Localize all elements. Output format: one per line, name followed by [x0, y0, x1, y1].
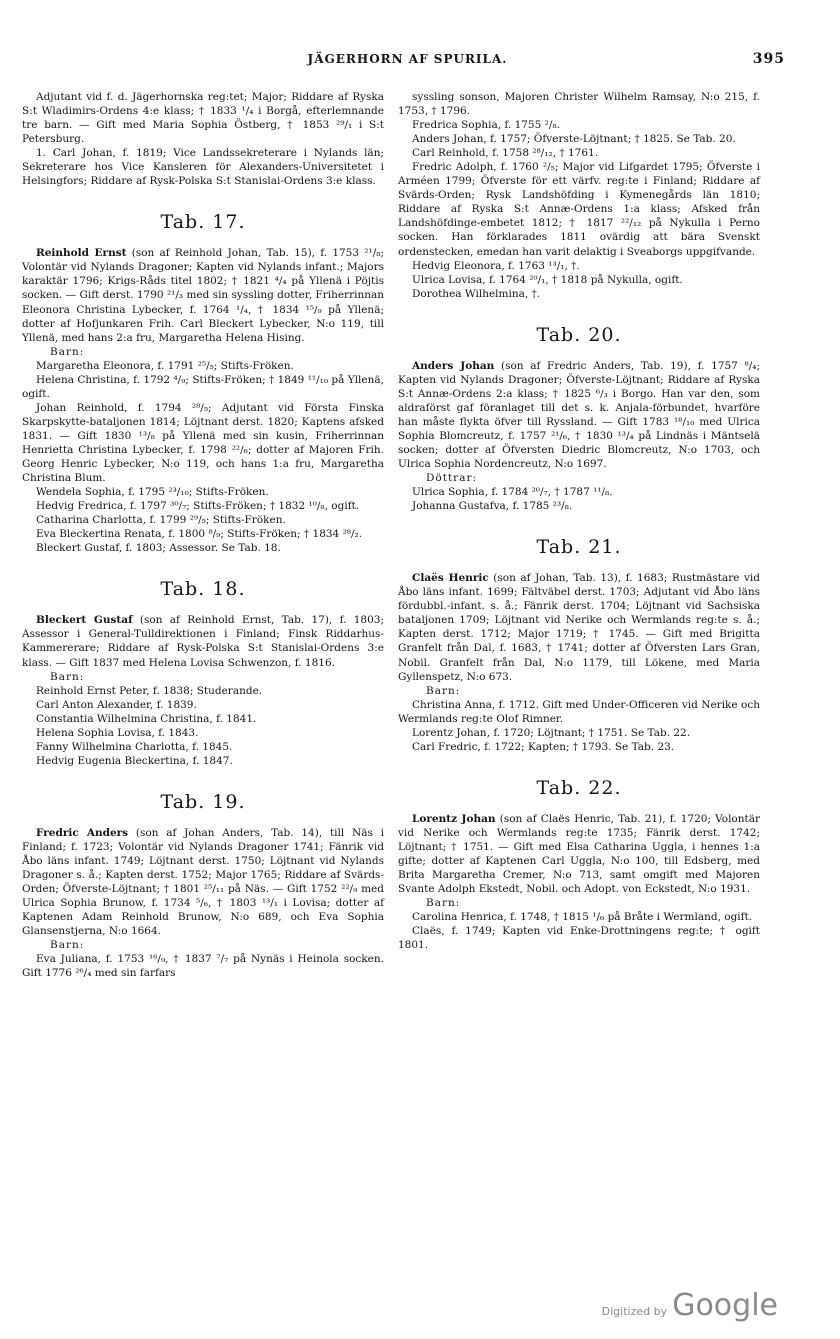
entry-text: Carl Reinhold, f. 1758 ²⁸/₁₂, † 1761.: [412, 147, 599, 160]
child-entry: [22, 754, 384, 768]
genealogy-paragraph: [22, 826, 384, 938]
person-name: Anders Johan: [412, 359, 495, 372]
child-entry: [22, 499, 384, 513]
entry-text: Carolina Henrica, f. 1748, † 1815 ¹/₆ på Bråte i Wermland, ogift.: [412, 911, 753, 924]
page-number: 395: [752, 51, 785, 67]
running-title: JÄGERHORN AF SPURILA.: [307, 52, 508, 66]
child-entry: [22, 684, 384, 698]
person-name: Claës Henric: [412, 572, 489, 585]
child-entry: [398, 485, 760, 499]
entry-text: Lorentz Johan, f. 1720; Löjtnant; † 1751. Se Tab. 22.: [412, 726, 691, 739]
genealogy-paragraph: [22, 146, 384, 188]
child-entry: [22, 712, 384, 726]
entry-text: Christina Anna, f. 1712. Gift med Under-Officeren vid Nerike och Wermlands reg:te Olof Rimner.: [398, 698, 760, 725]
entry-text: Johanna Gustafva, f. 1785 ²³/₈.: [412, 500, 573, 513]
entry-text: Hedvig Fredrica, f. 1797 ³⁰/₇; Stifts-Fröken; † 1832 ¹⁰/₈, ogift.: [36, 500, 360, 513]
entry-text: Ulrica Sophia, f. 1784 ²⁰/₇, † 1787 ¹¹/₈.: [412, 486, 613, 499]
entry-text: (son af Reinhold Ernst, Tab. 17), f. 1803; Assessor i General-Tulldirektionen i Finland; Finsk Riddarhus-Kammererare; Riddare af Rysk-Polska S:t Stanislai-Ordens 3:e klass. — Gift 1837 med Helena Lovisa Schwenzon, f. 1816.: [22, 614, 384, 669]
child-entry: [22, 740, 384, 754]
children-label: Barn:: [50, 670, 85, 683]
entry-text: Ulrica Lovisa, f. 1764 ²⁰/₁, † 1818 på Nykulla, ogift.: [412, 273, 683, 286]
entry-text: (son af Claës Henric, Tab. 21), f. 1720; Volontär vid Nerike och Wermlands reg:te 1735; Fänrik derst. 1742; Löjtnant; † 1751. — Gift med Elsa Catharina Uggla, i hennes 1:a gifte; dotter af Kaptenen Carl Uggla, N:o 100, till Edsberg, med Brita Margaretha Cremer, N:o 713, samt omgift med Majoren Svante Adolph Ekstedt, Nobil. och Adopt. von Eckstedt, N:o 1931.: [398, 812, 761, 896]
child-entry: [398, 726, 760, 740]
entry-text: Reinhold Ernst Peter, f. 1838; Studerande.: [36, 684, 263, 697]
entry-text: Dorothea Wilhelmina, †.: [412, 287, 541, 300]
entry-text: Carl Anton Alexander, f. 1839.: [36, 698, 197, 711]
entry-text: Carl Fredric, f. 1722; Kapten; † 1793. Se Tab. 23.: [412, 740, 675, 753]
entry-text: Claës, f. 1749; Kapten vid Enke-Drottningens reg:te; † ogift 1801.: [398, 925, 760, 952]
child-entry: [22, 359, 384, 373]
tab-heading: Tab. 17.: [160, 211, 246, 234]
genealogy-paragraph: [398, 90, 760, 118]
entry-text: Eva Bleckertina Renata, f. 1800 ⁸/₉; Stifts-Fröken; † 1834 ²⁸/₂.: [36, 528, 363, 541]
genealogy-paragraph: [22, 613, 384, 669]
entry-text: Hedvig Eugenia Bleckertina, f. 1847.: [36, 754, 233, 767]
child-entry: [22, 726, 384, 740]
entry-text: Wendela Sophia, f. 1795 ²³/₁₀; Stifts-Fröken.: [36, 486, 269, 499]
entry-text: Fanny Wilhelmina Charlotta, f. 1845.: [36, 740, 233, 753]
child-entry: [398, 259, 760, 273]
entry-text: (son af Reinhold Johan, Tab. 15), f. 1753 ²¹/₈; Volontär vid Nylands Dragoner; Kapten vid Nylands infant.; Majors karaktär 1796; Krigs-Råds titel 1802; † 1821 ⁴/₄ på Yllenä i Pöjtis socken. — Gift derst. 1790 ²¹/₃ med sin syssling dotter, Friherrinnan Eleonora Christina Lybecker, f. 1764 ¹/₄, † 1834 ¹⁵/₉ på Yllenä; dotter af Hofjunkaren Frih. Carl Bleckert Lybecker, N:o 119, till Yllenä, med hans 2:a fru, Margaretha Helena Hising.: [22, 247, 384, 344]
page-header: [30, 52, 785, 72]
entry-text: (son af Johan Anders, Tab. 14), till Näs i Finland; f. 1723; Volontär vid Nylands Dragoner 1741; Fänrik vid Åbo läns infant. 1749; Löjtnant derst. 1750; Löjtnant vid Nylands Dragoner s. å.; Kapten derst. 1752; Major 1765; Riddare af Svärds-Orden; Öfverste-Löjtnant; † 1801 ²⁵/₁₁ på Näs. — Gift 1752 ²²/₉ med Ulrica Sophia Brunow, f. 1734 ⁵/₆, † 1803 ¹³/₁ i Lovisa; dotter af Kaptenen Adam Reinhold Brunow, N:o 689, och Eva Sophia Glansenstjerna, N:o 1664.: [22, 826, 385, 938]
child-entry: [398, 698, 760, 726]
entry-text: Helena Sophia Lovisa, f. 1843.: [36, 726, 199, 739]
entry-text: Helena Christina, f. 1792 ⁴/₉; Stifts-Fröken; † 1849 ¹¹/₁₀ på Yllenä, ogift.: [22, 373, 384, 400]
child-entry: [22, 698, 384, 712]
child-entry: [398, 146, 760, 160]
entry-text: 1. Carl Johan, f. 1819; Vice Landssekreterare i Nylands län; Sekreterare hos Vice Kansleren för Alexanders-Universitetet i Helsingfors; Riddare af Rysk-Polska S:t Stanislai-Ordens 3:e klass.: [22, 147, 384, 188]
person-name: Reinhold Ernst: [36, 247, 127, 260]
child-entry: [398, 924, 760, 952]
genealogy-paragraph: [398, 359, 760, 471]
child-entry: [22, 401, 384, 485]
entry-text: Constantia Wilhelmina Christina, f. 1841.: [36, 712, 257, 725]
child-entry: [398, 118, 760, 132]
tab-heading: Tab. 21.: [536, 536, 622, 559]
person-name: Lorentz Johan: [412, 812, 496, 825]
entry-text: Adjutant vid f. d. Jägerhornska reg:tet; Major; Riddare af Ryska S:t Wladimirs-Ordens 4:e klass; † 1833 ¹/₄ i Borgå, efterlemnande tre barn. — Gift med Maria Sophia Östberg, † 1853 ²⁹/₁ i S:t Petersburg.: [22, 91, 384, 146]
entry-text: Anders Johan, f. 1757; Öfverste-Löjtnant; † 1825. Se Tab. 20.: [412, 133, 736, 146]
genealogy-paragraph: [22, 246, 384, 344]
entry-text: Johan Reinhold, f. 1794 ²⁸/₅; Adjutant vid Första Finska Skarpskytte-bataljonen 1814; Löjtnant derst. 1820; Kaptens afsked 1831. — Gift 1830 ¹³/₈ på Yllenä med sin kusin, Friherrinnan Henrietta Christina Lybecker, f. 1798 ²²/₆; dotter af Majoren Frih. Georg Henric Lybecker, N:o 119, och hans 1:a fru, Margaretha Christina Blum.: [22, 401, 384, 485]
children-label: Barn:: [426, 684, 461, 697]
child-entry: [398, 287, 760, 301]
tab-heading: Tab. 22.: [536, 776, 622, 799]
tab-heading: Tab. 20.: [536, 323, 622, 346]
entry-text: Eva Juliana, f. 1753 ¹⁶/₉, † 1837 ⁷/₇ på Nynäs i Heinola socken. Gift 1776 ²⁶/₄ med sin farfars: [22, 953, 384, 980]
entry-text: Bleckert Gustaf, f. 1803; Assessor. Se Tab. 18.: [36, 542, 281, 555]
child-entry: [22, 952, 384, 980]
child-entry: [398, 740, 760, 754]
child-entry: [22, 541, 384, 555]
right-column: [398, 90, 760, 952]
child-entry: [22, 527, 384, 541]
child-entry: [398, 910, 760, 924]
entry-text: Fredric Adolph, f. 1760 ²/₅; Major vid Lifgardet 1795; Öfverste i Arméen 1799; Öfverste för ett värfv. reg:te i Finland; Riddare af Svärds-Orden; Rysk Landshöfding i Kymenegårds län 1810; Riddare af Ryska S:t Annæ-Ordens 1:a klass; Afsked från Landshöfdinge-embetet 1812; † 1817 ²²/₁₂ på Nykulla i Perno socken. Han förklarades 1811 ovärdig att bära Svenskt ordenstecken, emedan han varit delaktig i Sveaborgs uppgifvande.: [398, 161, 760, 258]
google-logo: Google: [672, 1288, 778, 1323]
children-label: Barn:: [426, 897, 461, 910]
children-label: Barn:: [50, 345, 85, 358]
child-entry: [398, 132, 760, 146]
entry-text: Fredrica Sophia, f. 1755 ²/₈.: [412, 119, 560, 132]
digitized-label: Digitized by: [601, 1305, 668, 1318]
tab-heading: Tab. 19.: [160, 790, 246, 813]
person-name: Fredric Anders: [36, 826, 129, 839]
entry-text: Catharina Charlotta, f. 1799 ²⁹/₅; Stifts-Fröken.: [36, 514, 286, 527]
entry-text: (son af Johan, Tab. 13), f. 1683; Rustmästare vid Åbo läns infant. 1699; Fältväbel derst. 1703; Adjutant vid Åbo läns fördubbl.-infant. s. å.; Fänrik derst. 1704; Löjtnant vid Sachsiska bataljonen 1709; Löjtnant vid Nerike och Wermlands reg:te s. å.; Kapten derst. 1712; Major 1719; † 1745. — Gift med Brigitta Granfelt från Dal, f. 1683, † 1741; dotter af Öfversten Lars Gran, Nobil. Granfelt från Dal, N:o 1179, till Lökene, med Maria Gyllenspetz, N:o 673.: [398, 572, 760, 683]
entry-text: Hedvig Eleonora, f. 1763 ¹³/₁, †.: [412, 259, 580, 272]
person-name: Bleckert Gustaf: [36, 614, 133, 627]
child-entry: [398, 273, 760, 287]
child-entry: [22, 513, 384, 527]
entry-text: Margaretha Eleonora, f. 1791 ²⁵/₅; Stifts-Fröken.: [36, 359, 294, 372]
child-entry: [398, 160, 760, 258]
child-entry: [22, 485, 384, 499]
genealogy-paragraph: [22, 90, 384, 146]
genealogy-paragraph: [398, 812, 760, 896]
children-label: Döttrar:: [426, 472, 478, 485]
child-entry: [398, 499, 760, 513]
child-entry: [22, 373, 384, 401]
tab-heading: Tab. 18.: [160, 578, 246, 601]
genealogy-paragraph: [398, 571, 760, 683]
children-label: Barn:: [50, 939, 85, 952]
entry-text: syssling sonson, Majoren Christer Wilhelm Ramsay, N:o 215, f. 1753, † 1796.: [398, 91, 760, 118]
entry-text: (son af Fredric Anders, Tab. 19), f. 1757 ⁸/₄; Kapten vid Nylands Dragoner; Öfverste-Löjtnant; Riddare af Ryska S:t Annæ-Ordens 2:a klass; † 1825 ⁶/₃ i Borgo. Han var den, som aldraförst gaf föranlaget till det s. k. Anjala-förbundet, hvarföre han måste flykta öfver till Ryssland. — Gift 1783 ¹⁸/₁₀ med Ulrica Sophia Blomcreutz, f. 1757 ²¹/₆, † 1830 ¹³/₄ på Lindnäs i Mäntselä socken; dotter af Öfversten Diedric Blomcreutz, N:o 1703, och Ulrica Sophia Nordencreutz, N:o 1697.: [398, 359, 761, 471]
left-column: [22, 90, 384, 980]
digitized-footer: [602, 1288, 778, 1323]
